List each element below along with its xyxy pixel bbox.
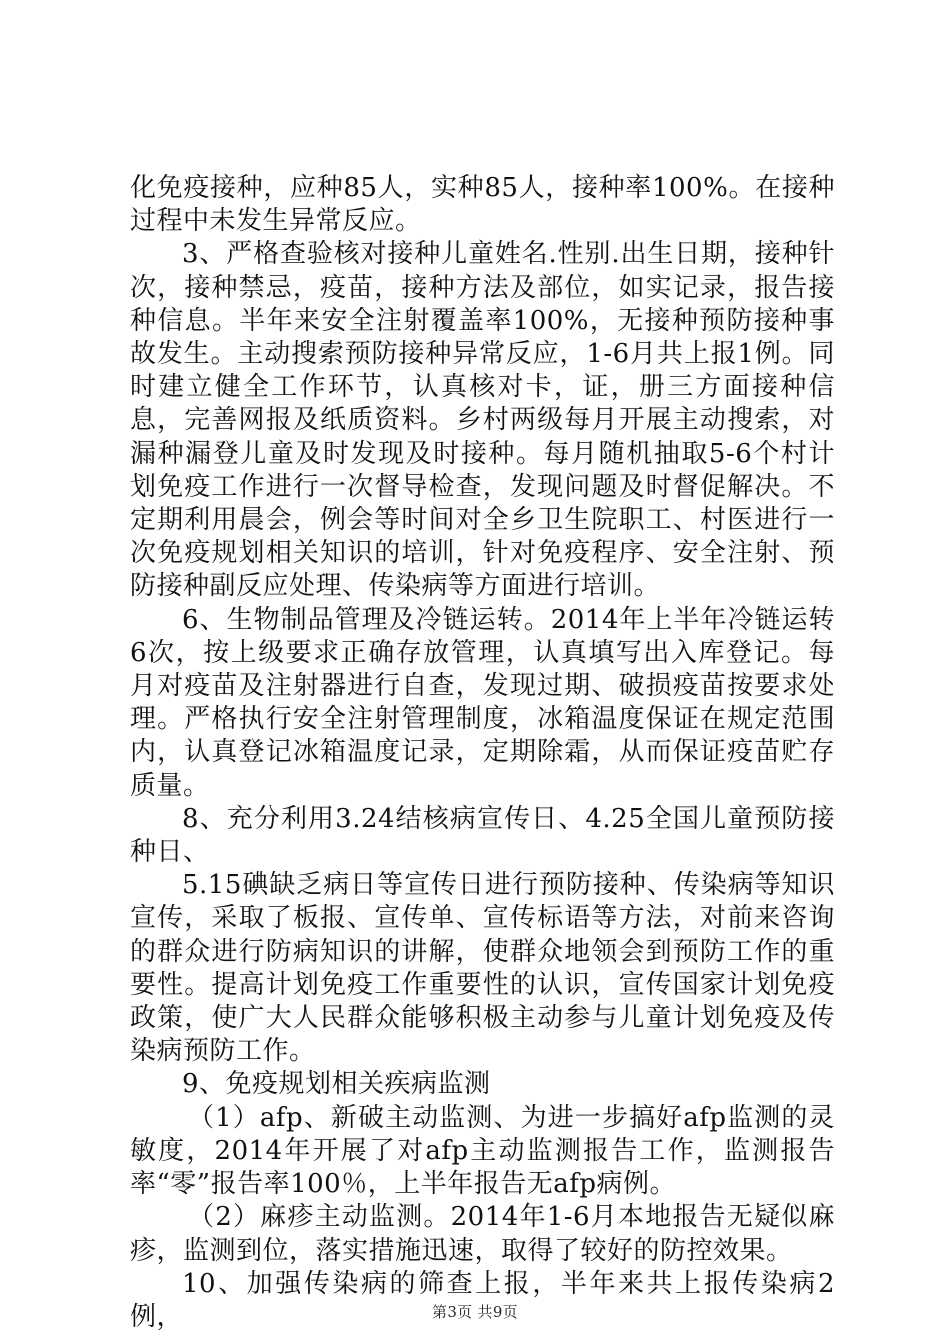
paragraph-vaccination-rate: 化免疫接种，应种85人，实种85人，接种率100%。在接种过程中未发生异常反应。 [130,173,835,237]
paragraph-item-8: 8、充分利用3.24结核病宣传日、4.25全国儿童预防接种日、 [130,803,835,868]
paragraph-item-6: 6、生物制品管理及冷链运转。2014年上半年冷链运转6次，按上级要求正确存放管理，认真填写出入库登记。每月对疫苗及注射器进行自查，发现过期、破损疫苗按要求处理。严格执行安全注射管理制度，冰箱温度保证在规定范围内，认真登记冰箱温度记录，定期除霜，从而保证疫苗贮存质量。 [130,604,835,801]
paragraph-item-3: 3、严格查验核对接种儿童姓名.性别.出生日期，接种针次，接种禁忌，疫苗，接种方法及部位，如实记录，报告接种信息。半年来安全注射覆盖率100%，无接种预防接种事故发生。主动搜索预防接种异常反应，1-6月共上报1例。同时建立健全工作环节，认真核对卡，证，册三方面接种信息，完善网报及纸质资料。乡村两级每月开展主动搜索，对漏种漏登儿童及时发现及时接种。每月随机抽取5-6个村计划免疫工作进行一次督导检查，发现问题及时督促解决。不定期利用晨会，例会等时间对全乡卫生院职工、村医进行一次免疫规划相关知识的培训，针对免疫程序、安全注射、预防接种副反应处理、传染病等方面进行培训。 [130,239,835,602]
paragraph-item-9-heading: 9、免疫规划相关疾病监测 [182,1069,491,1100]
page-footer: 第3页 共9页 [432,1303,518,1321]
paragraph-afp-monitoring: （1）afp、新破主动监测、为进一步搞好afp监测的灵敏度，2014年开展了对afp主动监测报告工作，监测报告率“零”报告率100％，上半年报告无afp病例。 [130,1102,835,1200]
paragraph-measles-monitoring: （2）麻疹主动监测。2014年1-6月本地报告无疑似麻疹，监测到位，落实措施迅速，取得了较好的防控效果。 [130,1202,835,1266]
paragraph-item-10: 10、加强传染病的筛查上报，半年来共上报传染病2例， [130,1268,835,1332]
paragraph-publicity: 5.15碘缺乏病日等宣传日进行预防接种、传染病等知识宣传，采取了板报、宣传单、宣传标语等方法，对前来咨询的群众进行防病知识的讲解，使群众地领会到预防工作的重要性。提高计划免疫工作重要性的认识，宣传国家计划免疫政策，使广大人民群众能够积极主动参与儿童计划免疫及传染病预防工作。 [130,870,835,1067]
document-body [130,172,835,1334]
